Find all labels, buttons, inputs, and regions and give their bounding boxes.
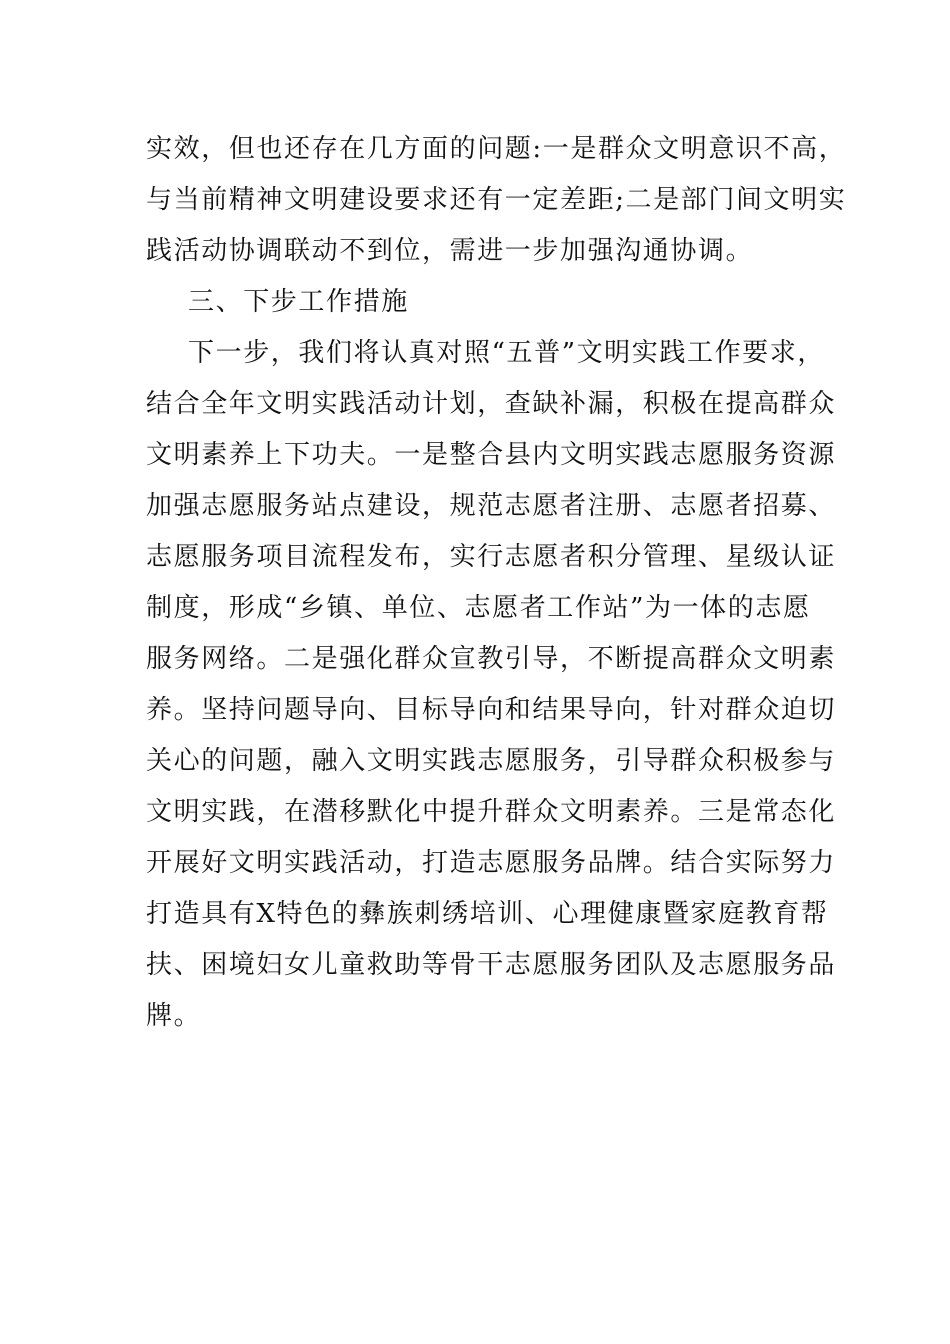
paragraph-line: 牌。 <box>146 1001 202 1031</box>
paragraph-line: 践活动协调联动不到位，需进一步加强沟通协调。 <box>146 236 754 266</box>
paragraph-line: 与当前精神文明建设要求还有一定差距;二是部门间文明实 <box>146 185 847 215</box>
paragraph-line: 实效，但也还存在几方面的问题:一是群众文明意识不高， <box>146 134 847 164</box>
paragraph-line: 志愿服务项目流程发布，实行志愿者积分管理、星级认证 <box>146 542 837 572</box>
paragraph-line: 文明素养上下功夫。一是整合县内文明实践志愿服务资源 <box>146 440 837 470</box>
document-body <box>146 124 847 1042</box>
paragraph-line: 养。坚持问题导向、目标导向和结果导向，针对群众迫切 <box>146 695 837 725</box>
section-heading: 三、下步工作措施 <box>188 287 409 317</box>
paragraph-line: 下一步，我们将认真对照“五普”文明实践工作要求， <box>188 338 825 368</box>
paragraph-line: 开展好文明实践活动，打造志愿服务品牌。结合实际努力 <box>146 848 837 878</box>
paragraph-line: 打造具有X特色的彝族刺绣培训、心理健康暨家庭教育帮 <box>146 899 829 929</box>
paragraph-line: 关心的问题，融入文明实践志愿服务，引导群众积极参与 <box>146 746 837 776</box>
paragraph-line: 制度，形成“乡镇、单位、志愿者工作站”为一体的志愿 <box>146 593 811 623</box>
paragraph-line: 结合全年文明实践活动计划，查缺补漏，积极在提高群众 <box>146 389 837 419</box>
paragraph-line: 加强志愿服务站点建设，规范志愿者注册、志愿者招募、 <box>146 491 837 521</box>
paragraph-line: 服务网络。二是强化群众宣教引导，不断提高群众文明素 <box>146 644 837 674</box>
paragraph-line: 扶、困境妇女儿童救助等骨干志愿服务团队及志愿服务品 <box>146 950 837 980</box>
paragraph-line: 文明实践，在潜移默化中提升群众文明素养。三是常态化 <box>146 797 837 827</box>
